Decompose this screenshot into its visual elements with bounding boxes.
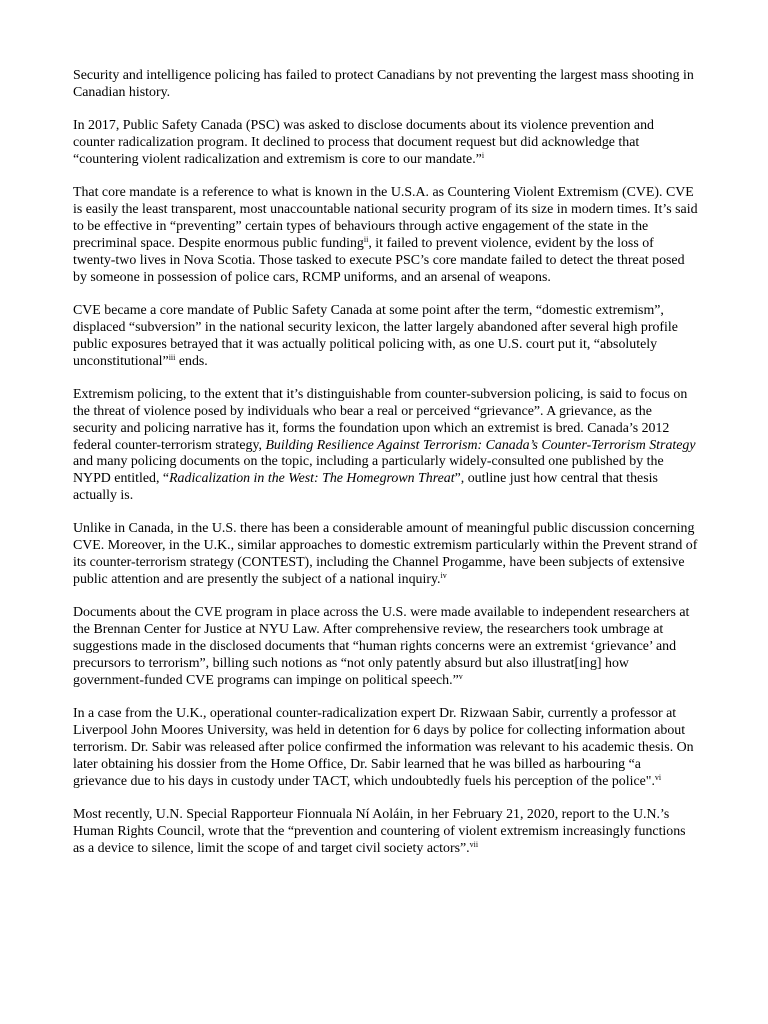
paragraph-7-text: Documents about the CVE program in place across the U.S. were made available to independent researchers at the Brennan Center for Justice at NYU Law. After comprehensive review, the researchers took umbrage at suggestions made in the disclosed documents that “human rights concerns were an extremist ‘grievance’ and precursors to terrorism”, billing such notions as “not only patently absurd but also illustrat[ing] how government-funded CVE programs can impinge on political speech.”	[73, 605, 690, 688]
endnote-ref-vii[interactable]: vii	[469, 839, 479, 849]
paragraph-8	[73, 706, 698, 791]
paragraph-3-text-b: , it failed to prevent violence, evident by the loss of twenty-two lives in Nova Scotia. Those tasked to execute PSC’s core mandate failed to detect the threat posed by someone in possession of police cars, RCMP uniforms, and an arsenal of weapons.	[73, 235, 685, 285]
strategy-title-italic: Building Resilience Against Terrorism: Canada’s Counter-Terrorism Strategy	[265, 437, 696, 453]
paragraph-9	[73, 807, 698, 858]
endnote-ref-ii[interactable]: ii	[363, 234, 369, 244]
paragraph-7	[73, 605, 698, 690]
paragraph-2-text: In 2017, Public Safety Canada (PSC) was asked to disclose documents about its violence prevention and counter radicalization program. It declined to process that document request but did acknowledge that “countering violent radicalization and extremism is core to our mandate.”	[73, 118, 654, 167]
paragraph-8-text: In a case from the U.K., operational counter-radicalization expert Dr. Rizwaan Sabir, currently a professor at Liverpool John Moores University, was held in detention for 6 days by police for collecting information about terrorism. Dr. Sabir was released after police confirmed the information was relevant to his academic thesis. On later obtaining his dossier from the Home Office, Dr. Sabir learned that he was billed as harbouring “a grievance due to his days in custody under TACT, which undoubtedly fuels his perception of the police".	[73, 706, 694, 789]
paragraph-4-text-a: CVE became a core mandate of Public Safety Canada at some point after the term, “domestic extremism”, displaced “subversion” in the national security lexicon, the latter largely abandoned after several high profile public exposures betrayed that it was actually political policing with, as one U.S. court put it, “absolutely unconstitutional”	[73, 302, 678, 369]
paragraph-1-text: Security and intelligence policing has failed to protect Canadians by not preventing the largest mass shooting in Canadian history.	[73, 68, 694, 100]
endnote-ref-iv[interactable]: iv	[440, 571, 447, 581]
nypd-report-title-italic: Radicalization in the West: The Homegrown Threat	[169, 471, 455, 487]
endnote-ref-i[interactable]: i	[481, 150, 485, 160]
paragraph-5-text-b: and many policing documents on the topic, including a particularly widely-consulted one published by the NYPD entitled, “	[73, 454, 664, 487]
paragraph-2	[73, 118, 698, 169]
paragraph-3	[73, 185, 698, 286]
paragraph-3-text-a: That core mandate is a reference to what is known in the U.S.A. as Countering Violent Extremism (CVE). CVE is easily the least transparent, most unaccountable national security program of its size in modern times. It’s said to be effective in “preventing” certain types of behaviours through active engagement of the state in the precriminal space. Despite enormous public funding	[73, 185, 698, 251]
paragraph-4	[73, 303, 698, 371]
paragraph-1	[73, 68, 698, 102]
paragraph-5-text-a: Extremism policing, to the extent that it’s distinguishable from counter-subversion policing, is said to focus on the threat of violence posed by individuals who bear a real or perceived “grievance”. A grievance, as the security and policing narrative has it, forms the foundation upon which an extremist is bred. Canada’s 2012 federal counter-terrorism strategy,	[73, 386, 688, 453]
paragraph-6-text: Unlike in Canada, in the U.S. there has been a considerable amount of meaningful public discussion concerning CVE. Moreover, in the U.K., similar approaches to domestic extremism particularly within the Prevent strand of its counter-terrorism strategy (CONTEST), including the Channel Progamme, have been subjects of extensive public attention and are presently the subject of a national inquiry.	[73, 521, 698, 588]
endnote-ref-vi[interactable]: vi	[654, 772, 662, 782]
endnote-ref-iii[interactable]: iii	[168, 352, 176, 362]
endnote-ref-v[interactable]: v	[458, 671, 463, 681]
paragraph-6	[73, 521, 698, 589]
paragraph-9-text: Most recently, U.N. Special Rapporteur Fionnuala Ní Aoláin, in her February 21, 2020, report to the U.N.’s Human Rights Council, wrote that the “prevention and countering of violent extremism increasingly functions as a device to silence, limit the scope of and target civil society actors”.	[73, 807, 686, 856]
paragraph-4-text-b: ends.	[175, 353, 208, 369]
paragraph-5-text-c: ”, outline just how central that thesis actually is.	[73, 471, 658, 504]
paragraph-5	[73, 387, 698, 505]
